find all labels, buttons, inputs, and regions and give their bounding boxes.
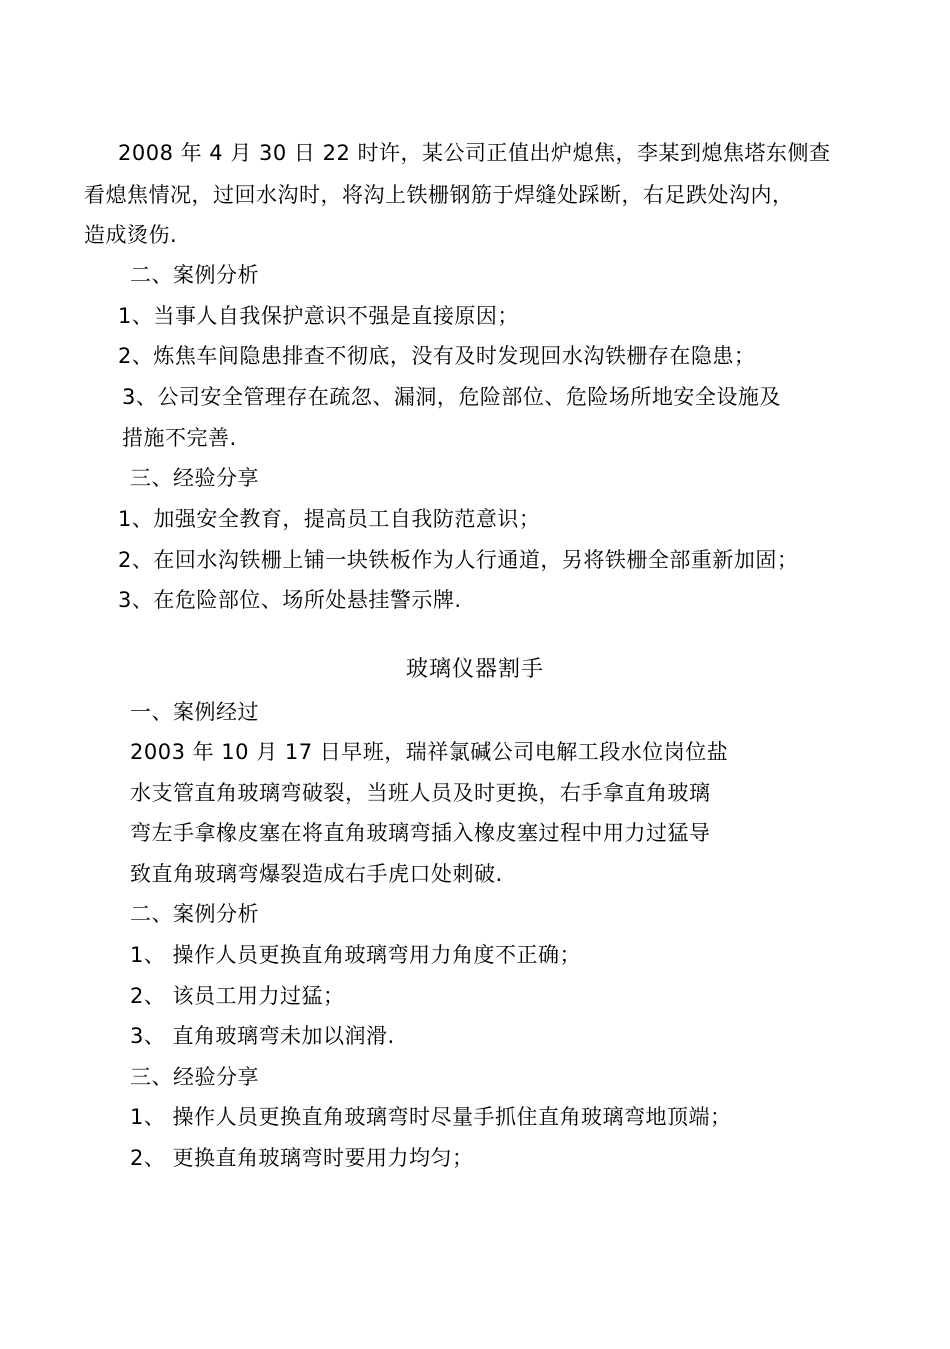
case1-lessons-item-2: 2、在回水沟铁栅上铺一块铁板作为人行通道，另将铁栅全部重新加固；: [118, 548, 799, 572]
case1-narrative-line-2: 看熄焦情况，过回水沟时，将沟上铁栅钢筋于焊缝处踩断，右足跌处沟内，: [84, 183, 794, 207]
case1-lessons-item-3: 3、在危险部位、场所处悬挂警示牌.: [118, 588, 462, 612]
case2-process-line-3: 弯左手拿橡皮塞在将直角玻璃弯插入橡皮塞过程中用力过猛导: [130, 821, 711, 845]
case1-narrative-line-3: 造成烫伤.: [84, 223, 178, 247]
case2-lessons-item-2: 2、 更换直角玻璃弯时要用力均匀；: [130, 1146, 474, 1170]
case2-process-line-2: 水支管直角玻璃弯破裂，当班人员及时更换，右手拿直角玻璃: [130, 781, 711, 805]
case2-analysis-heading: 二、案例分析: [130, 902, 259, 926]
case1-analysis-heading: 二、案例分析: [130, 263, 259, 287]
case1-analysis-item-1: 1、当事人自我保护意识不强是直接原因；: [118, 304, 519, 328]
case2-lessons-heading: 三、经验分享: [130, 1065, 259, 1089]
case1-lessons-heading: 三、经验分享: [130, 466, 259, 490]
case1-analysis-item-3: 3、公司安全管理存在疏忽、漏洞，危险部位、危险场所地安全设施及: [122, 385, 781, 409]
case2-analysis-item-1: 1、 操作人员更换直角玻璃弯用力角度不正确；: [130, 943, 582, 967]
case2-process-heading: 一、案例经过: [130, 700, 259, 724]
case1-lessons-item-1: 1、加强安全教育，提高员工自我防范意识；: [118, 507, 541, 531]
case2-title: 玻璃仪器割手: [405, 657, 544, 682]
case2-process-line-4: 致直角玻璃弯爆裂造成右手虎口处刺破.: [130, 862, 503, 886]
case1-analysis-item-2: 2、炼焦车间隐患排查不彻底，没有及时发现回水沟铁栅存在隐患；: [118, 344, 756, 368]
case2-process-line-1: 2003 年 10 月 17 日早班，瑞祥氯碱公司电解工段水位岗位盐: [130, 740, 729, 764]
case2-analysis-item-2: 2、 该员工用力过猛；: [130, 984, 345, 1008]
case2-analysis-item-3: 3、 直角玻璃弯未加以润滑.: [130, 1024, 395, 1048]
case2-lessons-item-1: 1、 操作人员更换直角玻璃弯时尽量手抓住直角玻璃弯地顶端；: [130, 1105, 732, 1129]
case1-narrative-line-1: 2008 年 4 月 30 日 22 时许，某公司正值出炉熄焦，李某到熄焦塔东侧查: [118, 141, 831, 165]
case1-analysis-item-3-cont: 措施不完善.: [122, 426, 237, 450]
